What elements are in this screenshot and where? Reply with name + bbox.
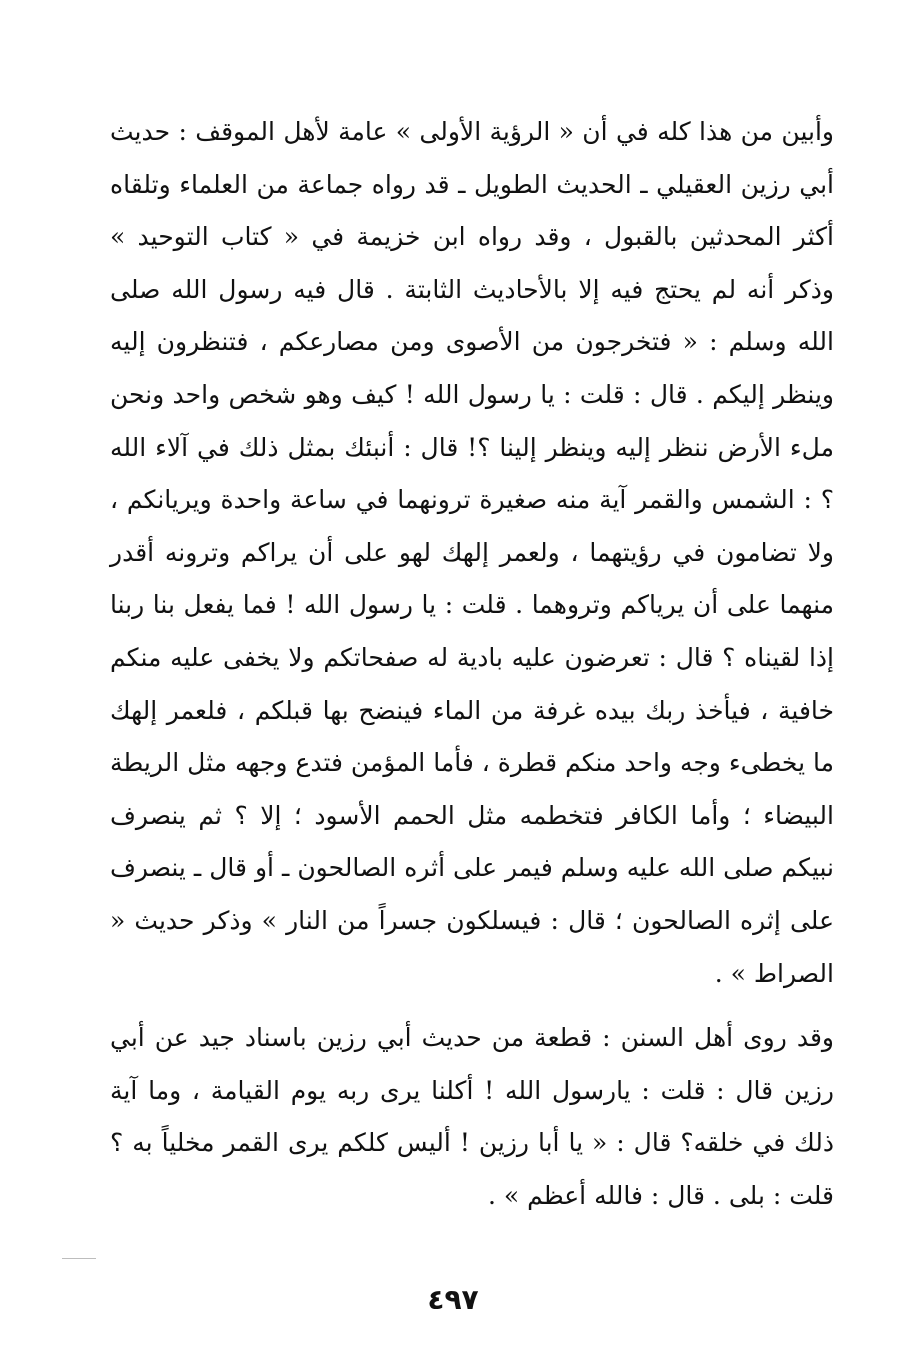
page-number: ٤٩٧ (427, 1283, 479, 1316)
paragraph-hadith-abi-razin-long: وأبين من هذا كله في أن « الرؤية الأولى » عامة لأهل الموقف : حديث أبي رزين العقيلي ـ الحديث الطويل ـ قد رواه جماعة من العلماء وتلقاه أكثر المحدثين بالقبول ، وقد رواه ابن خزيمة في « كتاب التوحيد » وذكر أنه لم يحتج فيه إلا بالأحاديث الثابتة . قال فيه رسول الله صلى الله وسلم : « فتخرجون من الأصوى ومن مصارعكم ، فتنظرون إليه وينظر إليكم . قال : قلت : يا رسول الله ! كيف وهو شخص واحد ونحن ملء الأرض ننظر إليه وينظر إلينا ؟! قال : أنبئك بمثل ذلك في آلاء الله ؟ : الشمس والقمر آية منه صغيرة ترونهما في ساعة واحدة ويريانكم ، ولا تضامون في رؤيتهما ، ولعمر إلهك لهو على أن يراكم وترونه أقدر منهما على أن يرياكم وتروهما . قلت : يا رسول الله ! فما يفعل بنا ربنا إذا لقيناه ؟ قال : تعرضون عليه بادية له صفحاتكم ولا يخفى عليه منكم خافية ، فيأخذ ربك بيده غرفة من الماء فينضح بها قبلكم ، فلعمر إلهك ما يخطىء وجه واحد منكم قطرة ، فأما المؤمن فتدع وجهه مثل الريطة البيضاء ؛ وأما الكافر فتخطمه مثل الحمم الأسود ؛ إلا ؟ ثم ينصرف نبيكم صلى الله عليه وسلم فيمر على أثره الصالحون ـ أو قال ـ ينصرف على إثره الصالحون ؛ قال : فيسلكون جسراً من النار » وذكر حديث « الصراط » . (110, 117, 834, 988)
paragraph-ahl-al-sunan: وقد روى أهل السنن : قطعة من حديث أبي رزين باسناد جيد عن أبي رزين قال : قلت : يارسول الله ! أكلنا يرى ربه يوم القيامة ، وما آية ذلك في خلقه؟ قال : « يا أبا رزين ! أليس كلكم يرى القمر مخلياً به ؟ قلت : بلى . قال : فالله أعظم » . (110, 1023, 834, 1210)
margin-mark (62, 1258, 96, 1259)
